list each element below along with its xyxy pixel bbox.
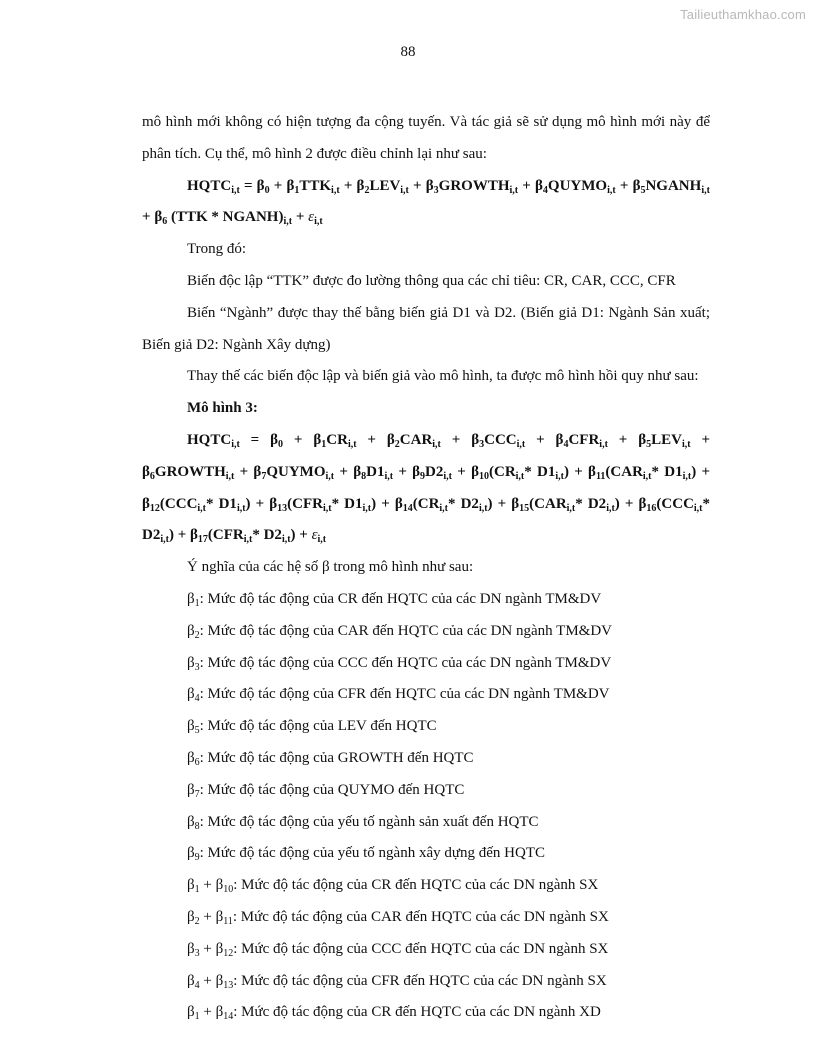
coefficient-item: $\beta_2 + \beta_{11}$: Mức độ tác động của CAR đến HQTC của các DN ngành SX: [187, 908, 609, 927]
coefficient-item: $\beta_4 + \beta_{13}$: Mức độ tác động của CFR đến HQTC của các DN ngành SX: [187, 972, 607, 991]
coefficient-item: $\beta_1 + \beta_{10}$: Mức độ tác động của CR đến HQTC của các DN ngành SX: [187, 877, 599, 896]
model-2-equation: $HQTC_{i,t} = \beta_0 + \beta_1TTK_{i,t} + \beta_2LEV_{i,t}$ + $\beta_3GROWTH_{i,t}$ + $\beta_4QUYMO_{i,t}$ + $\beta_5NGANH_{i,t} + \beta_6$ $(TTK * NGANH)_{i,t} + \varepsilon_{i,t}$: [142, 177, 710, 228]
model-3-heading: Mô hình 3:: [187, 400, 258, 417]
model-3-equation: $HQTC_{i,t} = \beta_0 + \beta_1CR_{i,t} + \beta_2CAR_{i,t} + \beta_3CCC_{i,t} + \beta_4CFR_{i,t} + \beta_5LEV_{i,t}$ + $\beta_6GROWTH_{i,t}$ + $\beta_7QUYMO_{i,t} + \beta_8D1_{i,t} + \beta_9D2_{i,t} + \beta_{10}(CR_{i,t}*$ $D1_{i,t}) + \beta_{11}(CAR_{i,t}*$ $D1_{i,t}) + \beta_{12}(CCC_{i,t}*$ $D1_{i,t}) + \beta_{13}(CFR_{i,t}*$ $D1_{i,t}) + \beta_{14}(CR_{i,t}*$ $D2_{i,t}) + \beta_{15}(CAR_{i,t}*$ $D2_{i,t}) + \beta_{16}(CCC_{i,t}*$ $D2_{i,t}) + \beta_{17}(CFR_{i,t}*$ $D2_{i,t}) + \varepsilon_{i,t}$: [142, 431, 711, 546]
watermark: Tailieuthamkhao.com: [680, 7, 806, 22]
page-body: [142, 107, 710, 1029]
coefficient-item: $\beta_9$: Mức độ tác động của yếu tố ngành xây dựng đến HQTC: [187, 845, 545, 864]
coefficient-list: [142, 584, 710, 1029]
coefficient-item: $\beta_7$: Mức độ tác động của QUYMO đến HQTC: [187, 781, 465, 800]
intro-paragraph: mô hình mới không có hiện tượng đa cộng tuyến. Và tác giả sẽ sử dụng mô hình mới này để phân tích. Cụ thể, mô hình 2 được điều chỉnh lại như sau:: [142, 114, 710, 162]
coefficient-item: $\beta_4$: Mức độ tác động của CFR đến HQTC của các DN ngành TM&DV: [187, 686, 610, 705]
coefficient-item: $\beta_2$: Mức độ tác động của CAR đến HQTC của các DN ngành TM&DV: [187, 622, 612, 641]
meaning-intro: Ý nghĩa của các hệ số β trong mô hình như sau:: [187, 559, 474, 576]
trong-do-label: Trong đó:: [187, 241, 247, 258]
coefficient-item: $\beta_1$: Mức độ tác động của CR đến HQTC của các DN ngành TM&DV: [187, 590, 602, 609]
coefficient-item: $\beta_5$: Mức độ tác động của LEV đến HQTC: [187, 718, 437, 737]
coefficient-item: $\beta_3$: Mức độ tác động của CCC đến HQTC của các DN ngành TM&DV: [187, 654, 612, 673]
coefficient-item: $\beta_8$: Mức độ tác động của yếu tố ngành sản xuất đến HQTC: [187, 813, 539, 832]
coefficient-item: $\beta_3 + \beta_{12}$: Mức độ tác động của CCC đến HQTC của các DN ngành SX: [187, 940, 609, 959]
page-number: 88: [400, 44, 416, 60]
nganh-paragraph: Biến “Ngành” được thay thế bằng biến giả D1 và D2. (Biến giả D1: Ngành Sản xuất; Biến giả D2: Ngành Xây dựng): [142, 304, 710, 353]
replace-paragraph: Thay thế các biến độc lập và biến giả vào mô hình, ta được mô hình hồi quy như sau:: [187, 368, 699, 385]
coefficient-item: $\beta_6$: Mức độ tác động của GROWTH đến HQTC: [187, 749, 474, 768]
ttk-paragraph: Biến độc lập “TTK” được đo lường thông qua các chỉ tiêu: CR, CAR, CCC, CFR: [187, 272, 676, 289]
coefficient-item: $\beta_1 + \beta_{14}$: Mức độ tác động của CR đến HQTC của các DN ngành XD: [187, 1004, 601, 1023]
